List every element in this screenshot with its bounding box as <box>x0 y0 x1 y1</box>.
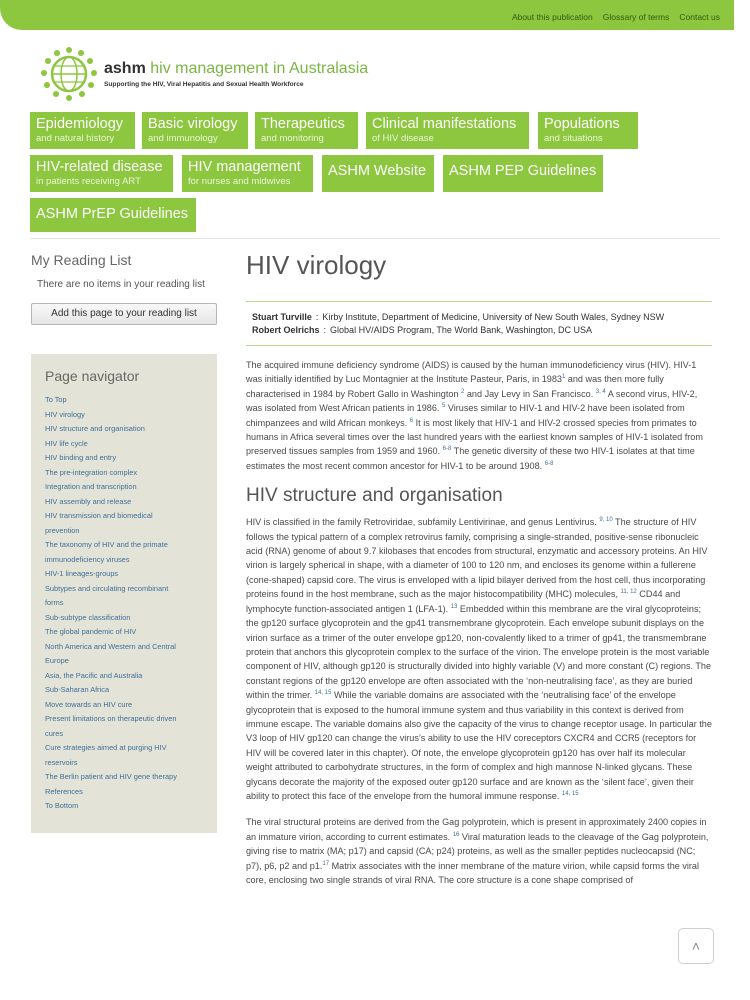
author-row: Robert Oelrichs : Global HV/AIDS Program, The World Bank, Washington, DC USA <box>252 325 592 335</box>
page-navigator-link[interactable]: HIV transmission and biomedical <box>45 511 153 520</box>
citation-link[interactable]: 11, 12 <box>620 589 637 596</box>
citation-link[interactable]: 14, 15 <box>314 690 332 697</box>
page-navigator-link[interactable]: Present limitations on therapeutic driven <box>45 714 177 723</box>
nav-tab-epidemiology[interactable]: Epidemiology and natural history <box>30 112 135 149</box>
page-title: HIV virology <box>246 250 387 280</box>
nav-tab-basic-virology[interactable]: Basic virology and immunology <box>142 112 248 149</box>
citation-link[interactable]: 5 <box>441 403 446 410</box>
page-navigator <box>31 354 217 833</box>
author-name: Robert Oelrichs <box>252 325 320 335</box>
page-navigator-link[interactable]: Europe <box>45 656 69 665</box>
page-navigator-link[interactable]: Integration and transcription <box>45 482 137 491</box>
citation-link[interactable]: 2 <box>461 388 465 395</box>
intro-paragraph: The acquired immune deficiency syndrome (AIDS) is caused by the human immunodeficiency virus (HIV). HIV-1 was initially identified by Luc Montagnier at the Institute Pasteur, Paris, in 1983$^1$ and was then more fully characterised in 1984 by Robert Gallo in Washington $^2$ and Jay Levy in San Francisco. $^{3, 4}$ A second virus, HIV-2, was isolated from West African patients in 1986. $^5$ Viruses similar to HIV-1 and HIV-2 have been isolated from chimpanzees and wild African monkeys. $^6$ It is most likely that HIV-1 and HIV-2 crossed species from primates to humans in Africa several times over the last hundred years with the earliest known samples of HIV-1 isolated from preserved tissues samples from 1959 and 1960. $^{6-8}$ The genetic diversity of these two HIV-1 isolates at that time estimates the most recent common ancestor for HIV-1 to be around 1908. $^{6-8}$ <box>246 360 703 471</box>
nav-tab-therapeutics[interactable]: Therapeutics and monitoring <box>255 112 358 149</box>
page-navigator-link[interactable]: Sub-subtype classification <box>45 612 131 622</box>
brand[interactable] <box>104 60 368 88</box>
reading-list-title: My Reading List <box>31 252 132 268</box>
nav-tab-hiv-related-disease[interactable]: HIV-related disease in patients receiving ART <box>30 155 173 192</box>
page-navigator-link[interactable]: cures <box>45 728 64 738</box>
page-navigator-link[interactable]: HIV-1 lineages-groups <box>45 569 119 578</box>
citation-link[interactable]: 6-8 <box>442 446 452 453</box>
brand-tagline: Supporting the HIV, Viral Hepatitis and Sexual Health Workforce <box>104 81 304 88</box>
header-divider <box>30 238 720 239</box>
glossary-link[interactable]: Glossary of terms <box>602 12 670 22</box>
structure-paragraph: HIV is classified in the family Retroviridae, subfamily Lentivirinae, and genus Lentivirus. $^{9, 10}$ The structure of HIV follows the typical pattern of a complex retrovirus family, comprising a single-stranded, positive-sense ribonucleic acid (RNA) genome of about 9.7 kilobases that encodes from structural, enzymatic and accessory proteins. An HIV virion is largely spherical in shape, with a diameter of 100 to 120 nm, and encloses its genome within a fullerene (cone-shaped) capsid core. The virus is enveloped with a lipid bilayer derived from the host cell, thus incorporating proteins found in the host membrane, such as the major histocompatibility (MHC) molecules, $^{11, 12}$ CD44 and lymphocyte function-associated antigen 1 (LFA-1). $^{13}$ Embedded within this membrane are the viral glycoproteins; the gp120 surface glycoprotein and the gp41 transmembrane glycoprotein. Each envelope subunit displays on the virion surface as a trimer of the outer envelope gp120, non-covalently liked to a trimer of gp41, the transmembrane protein that anchors this glycoprotein complex to the surface of the virion. The envelope protein is the most variable component of HIV, although gp120 is structurally divided into highly variable (V) and more constant (C) regions. The constant regions of the gp120 envelope are often associated with the ‘non-neutralising face’, as they are buried within the trimer. $^{14, 15}$ While the variable domains are associated with the ‘neutralising face’ of the envelope glycoprotein that is exposed to the humoral immune system and thus variability in this context is derived from immune escape. The variable domains also give the capacity of the virus to change receptor usage. In particular the V3 loop of HIV gp120 can change the virus’s ability to use the HIV coreceptors CXCR4 and CCR5 (receptors for HIV will be covered later in this chapter). Of note, the envelope glycoprotein gp120 has over half its molecular weight attributed to carbohydrate structures, in the form of complex and high mannose N-linked glycans. These glycans decorate the majority of the exposed outer gp120 surface and are known as the ‘silent face’, given their ability to protect this face of the envelope from the humoral immune response. $^{14, 15}$ <box>246 517 712 801</box>
page-navigator-link[interactable]: To Top <box>45 395 67 404</box>
page-navigator-link[interactable]: Cure strategies aimed at purging HIV <box>45 743 167 752</box>
author-affiliation: Kirby Institute, Department of Medicine, University of New South Wales, Sydney NSW <box>322 312 665 322</box>
authors-block <box>246 301 712 346</box>
author-affiliation: Global HV/AIDS Program, The World Bank, Washington, DC USA <box>330 325 592 335</box>
page-navigator-link[interactable]: The global pandemic of HIV <box>45 627 137 636</box>
page-navigator-list <box>45 393 217 814</box>
brand-title: ashm hiv management in Australasia <box>104 60 369 77</box>
page-navigator-link[interactable]: The pre-integration complex <box>45 467 138 477</box>
page-navigator-link[interactable]: The taxonomy of HIV and the primate <box>45 540 168 549</box>
page-navigator-link[interactable]: Sub-Saharan Africa <box>45 685 110 694</box>
citation-link[interactable]: 9, 10 <box>599 517 613 524</box>
page-navigator-link[interactable]: prevention <box>45 525 80 535</box>
page-navigator-link[interactable]: Subtypes and circulating recombinant <box>45 583 169 593</box>
page-navigator-link[interactable]: forms <box>45 598 64 607</box>
section-heading: HIV structure and organisation <box>246 485 503 507</box>
top-bar <box>0 0 734 30</box>
page-navigator-link[interactable]: North America and Western and Central <box>45 641 176 651</box>
nav-tab-populations[interactable]: Populations and situations <box>538 112 638 149</box>
citation-link[interactable]: 6 <box>409 417 414 424</box>
nav-tab-prep-guidelines[interactable]: ASHM PrEP Guidelines <box>30 198 196 232</box>
citation-link[interactable]: 1 <box>561 374 566 381</box>
contact-link[interactable]: Contact us <box>679 12 720 22</box>
structural-proteins-paragraph: The viral structural proteins are derived from the Gag polyprotein, which is present in approximately 2400 copies in an immature virion, according to current estimates. $^{16}$ Viral maturation leads to the cleavage of the Gag polyprotein, giving rise to matrix (MA; p17) and capsid (CA; p24) proteins, as well as the smaller peptides nucleocapsid (NC; p7), p6, p2 and p1.17 Matrix associates with the inner membrane of the mature virion, while capsid forms the viral core, enclosing two single strands of viral RNA. The core structure is a cone shape comprised of <box>246 817 709 885</box>
nav-tab-ashm-website[interactable]: ASHM Website <box>322 155 434 192</box>
author-name: Stuart Turville <box>252 312 312 322</box>
page-navigator-title: Page navigator <box>45 368 140 384</box>
nav-tab-pep-guidelines[interactable]: ASHM PEP Guidelines <box>443 155 603 192</box>
reading-list-empty: There are no items in your reading list <box>37 279 205 290</box>
page-navigator-link[interactable]: The Berlin patient and HIV gene therapy <box>45 772 177 781</box>
add-to-reading-list-button[interactable]: Add this page to your reading list <box>31 303 217 325</box>
citation-link[interactable]: 14, 15 <box>561 790 579 797</box>
citation-link[interactable]: 3, 4 <box>595 388 606 395</box>
nav-tab-hiv-management[interactable]: HIV management for nurses and midwives <box>182 155 313 192</box>
author-row: Stuart Turville : Kirby Institute, Department of Medicine, University of New South Wales, Sydney NSW <box>252 312 665 322</box>
page-navigator-link[interactable]: HIV life cycle <box>45 438 88 448</box>
page-navigator-link[interactable]: reservoirs <box>45 757 78 767</box>
page-navigator-link[interactable]: HIV binding and entry <box>45 453 117 462</box>
citation-link[interactable]: 13 <box>450 603 458 610</box>
page-navigator-link[interactable]: HIV structure and organisation <box>45 424 145 433</box>
citation-link[interactable]: 6-8 <box>544 460 554 467</box>
article <box>246 250 712 899</box>
ashm-globe-logo-icon[interactable] <box>40 46 98 102</box>
chevron-up-icon: ˄ <box>691 938 701 954</box>
about-link[interactable]: About this publication <box>511 12 593 22</box>
page-navigator-link[interactable]: References <box>45 786 83 796</box>
page-navigator-link[interactable]: HIV assembly and release <box>45 496 132 506</box>
scroll-to-top-button[interactable] <box>678 928 714 964</box>
page-navigator-link[interactable]: immunodeficiency viruses <box>45 554 130 564</box>
citation-link[interactable]: 16 <box>452 831 460 838</box>
page-navigator-link[interactable]: Move towards an HIV cure <box>45 699 133 709</box>
utility-links <box>512 12 720 22</box>
page-navigator-link[interactable]: To Bottom <box>45 801 79 810</box>
page-navigator-link[interactable]: Asia, the Pacific and Australia <box>45 670 143 680</box>
nav-tab-clinical-manifestations[interactable]: Clinical manifestations of HIV disease <box>366 112 529 149</box>
page-navigator-link[interactable]: HIV virology <box>45 409 85 419</box>
citation-link[interactable]: 17 <box>322 860 330 867</box>
